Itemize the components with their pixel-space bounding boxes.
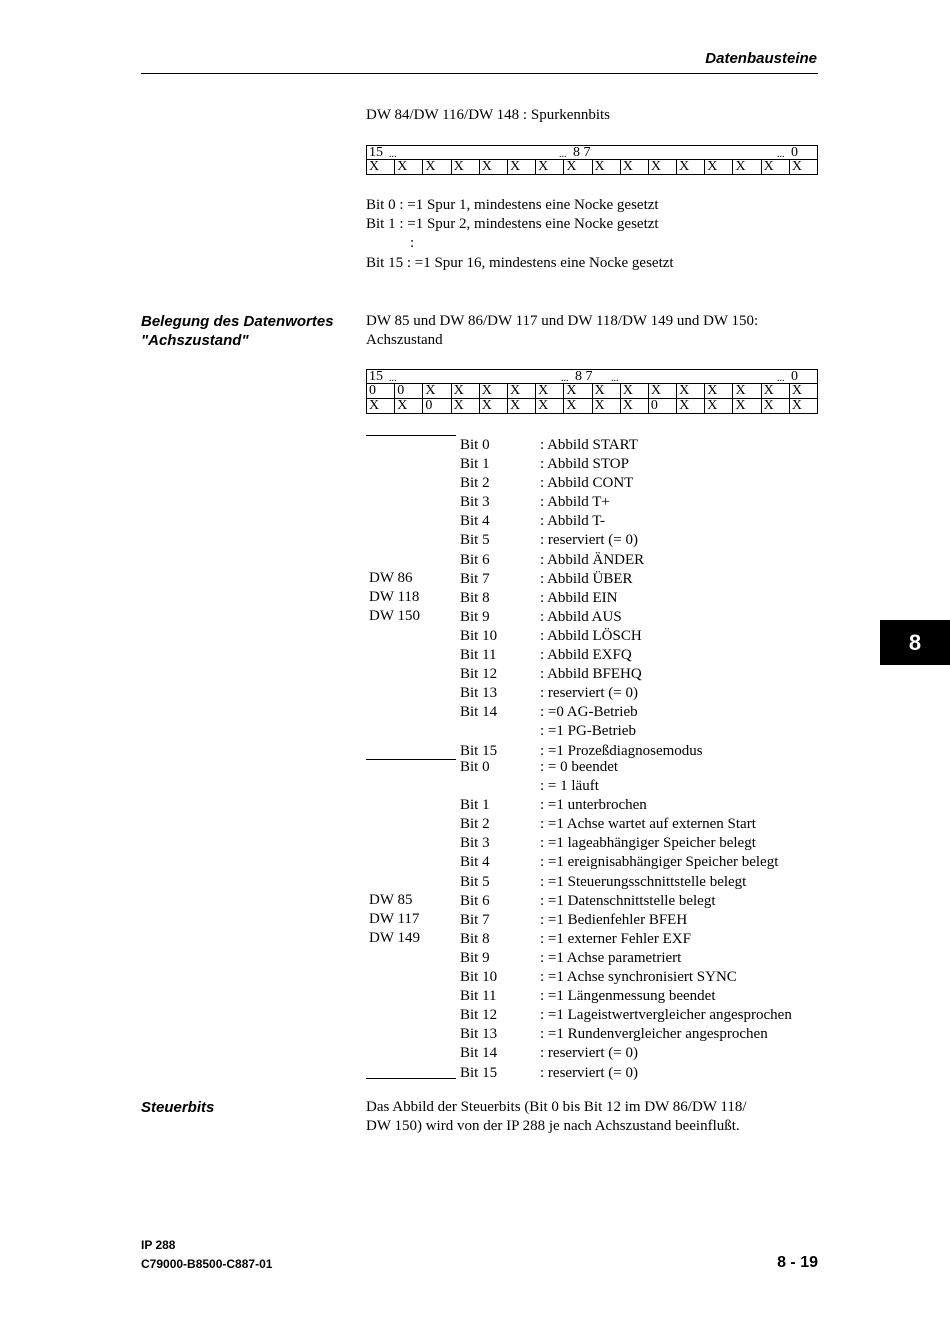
group1-desc: : Abbild ÜBER	[540, 570, 633, 587]
group1-bit: Bit 8	[460, 589, 490, 606]
group2-desc: : =1 Steuerungsschnittstelle belegt	[540, 873, 747, 890]
group1-bit: Bit 15	[460, 742, 498, 759]
group1-desc: : Abbild START	[540, 437, 638, 453]
bit-grid-2-cell: X	[733, 399, 761, 414]
group1-desc: : Abbild ÄNDER	[540, 551, 645, 568]
group1-desc: : Abbild EXFQ	[540, 647, 632, 664]
group1-desc: : =0 AG-Betrieb	[540, 704, 638, 721]
bit-grid-1-cell: X	[705, 160, 733, 175]
group1-desc: : =1 Prozeßdiagnosemodus	[540, 742, 703, 759]
group1-desc: : Abbild CONT	[540, 475, 634, 492]
scale-right: 0	[791, 145, 798, 160]
scale-mid: 8 7	[575, 369, 593, 384]
group1-desc: : =1 PG-Betrieb	[540, 723, 636, 740]
bit-grid-2-cell: 0	[648, 399, 676, 414]
scale-mid: 8 7	[573, 145, 591, 160]
bit-grid-2-cell: X	[620, 399, 648, 414]
group1-bit: Bit 1	[460, 456, 490, 473]
bit-grid-2-cell: X	[789, 399, 817, 414]
group1-desc: : Abbild BFEHQ	[540, 666, 642, 683]
section1-note-0: Bit 0 : =1 Spur 1, mindestens eine Nocke gesetzt	[366, 197, 659, 213]
group2-bit: Bit 5	[460, 873, 490, 890]
bit-grid-1-cell: X	[423, 160, 451, 175]
group2-desc: : =1 externer Fehler EXF	[540, 930, 691, 947]
bit-grid-2-cell: X	[592, 399, 620, 414]
bit-grid-1-scale	[366, 145, 818, 159]
page-number: 8 - 19	[777, 1254, 818, 1271]
bit-grid-2-cell: X	[761, 399, 789, 414]
bit-grid-2-cell: X	[507, 384, 535, 399]
header-rule	[141, 73, 818, 74]
scale-right: 0	[791, 369, 798, 384]
side-heading-line2: "Achszustand"	[141, 332, 249, 349]
group1-bit: Bit 9	[460, 608, 490, 625]
group2-bottom-rule	[366, 1078, 456, 1079]
bit-grid-1-cell: X	[507, 160, 535, 175]
bit-grid-2	[366, 369, 818, 414]
bit-grid-1	[366, 145, 818, 175]
steuerbits-text-line2: DW 150) wird von der IP 288 je nach Achszustand beeinflußt.	[366, 1118, 740, 1134]
group2-bit: Bit 4	[460, 854, 490, 871]
group1-dw-list	[369, 569, 420, 626]
group2-desc: : =1 Achse parametriert	[540, 949, 682, 966]
bit-grid-2-cell: X	[564, 384, 592, 399]
bit-grid-2-cell: X	[536, 399, 564, 414]
bit-grid-1-cell: X	[620, 160, 648, 175]
bit-grid-2-cell: X	[479, 399, 507, 414]
group2-dw-2: DW 149	[369, 930, 420, 946]
scale-left: 15	[369, 145, 383, 160]
group1-desc: : Abbild AUS	[540, 608, 622, 625]
group2-bit: Bit 3	[460, 835, 490, 852]
bit-grid-2-cell: 0	[367, 384, 395, 399]
bit-grid-1-cell: X	[733, 160, 761, 175]
group2-bit: Bit 9	[460, 949, 490, 966]
scale-dots-right: ...	[777, 373, 785, 384]
scale-dots-mid2: ...	[611, 373, 619, 384]
bit-grid-1-cell: X	[592, 160, 620, 175]
section2-heading	[366, 312, 758, 350]
bit-grid-2-table	[366, 383, 818, 414]
group1-dw-0: DW 86	[369, 570, 413, 586]
scale-dots-right: ...	[777, 149, 785, 160]
group1-top-rule	[366, 435, 456, 436]
scale-dots-left: ...	[389, 149, 397, 160]
group2-bit: Bit 2	[460, 816, 490, 833]
bit-grid-2-cell: X	[564, 399, 592, 414]
group1-bit: Bit 6	[460, 551, 490, 568]
bit-grid-1-cell: X	[536, 160, 564, 175]
group2-bit: Bit 0	[460, 759, 490, 775]
bit-grid-1-cell: X	[451, 160, 479, 175]
group2-desc: : =1 lageabhängiger Speicher belegt	[540, 835, 756, 852]
bit-grid-2-cell: X	[507, 399, 535, 414]
group2-desc: : reserviert (= 0)	[540, 1064, 638, 1081]
group2-bit: Bit 7	[460, 911, 490, 928]
group1-bit: Bit 13	[460, 685, 498, 702]
group1-bit: Bit 12	[460, 666, 498, 683]
group2-dw-1: DW 117	[369, 911, 420, 927]
group1-bit: Bit 5	[460, 532, 490, 549]
group1-bit: Bit 14	[460, 704, 498, 721]
bit-grid-1-cell: X	[677, 160, 705, 175]
section2-heading-line1: DW 85 und DW 86/DW 117 und DW 118/DW 149 und DW 150:	[366, 313, 759, 329]
section1-note-3: Bit 15 : =1 Spur 16, mindestens eine Nocke gesetzt	[366, 255, 674, 271]
bit-grid-1-cell: X	[479, 160, 507, 175]
group2-bit: Bit 15	[460, 1064, 498, 1081]
bit-grid-1-cell: X	[789, 160, 817, 175]
bit-grid-1-cell: X	[367, 160, 395, 175]
footer-product: IP 288	[141, 1238, 176, 1252]
group2-bit: Bit 14	[460, 1045, 498, 1062]
bit-grid-2-cell: X	[677, 384, 705, 399]
group2-desc: : =1 unterbrochen	[540, 797, 647, 814]
bit-grid-2-cell: X	[592, 384, 620, 399]
group1-bit: Bit 0	[460, 437, 490, 453]
section1-note-1: Bit 1 : =1 Spur 2, mindestens eine Nocke gesetzt	[366, 216, 659, 232]
group1-desc: : Abbild LÖSCH	[540, 627, 642, 644]
group2-bit: Bit 8	[460, 930, 490, 947]
group2-desc: : =1 Längenmessung beendet	[540, 988, 716, 1005]
bit-grid-2-cell: X	[451, 384, 479, 399]
group1-bit: Bit 11	[460, 647, 497, 664]
bit-grid-2-scale	[366, 369, 818, 383]
scale-dots-mid: ...	[561, 373, 569, 384]
group1-desc: : Abbild STOP	[540, 456, 629, 473]
group2-dw-0: DW 85	[369, 892, 413, 908]
group2-bit: Bit 11	[460, 988, 497, 1005]
group2-desc: : =1 Datenschnittstelle belegt	[540, 892, 716, 909]
scale-left: 15	[369, 369, 383, 384]
steuerbits-text-line1: Das Abbild der Steuerbits (Bit 0 bis Bit 12 im DW 86/DW 118/	[366, 1099, 747, 1115]
group2-desc: : reserviert (= 0)	[540, 1045, 638, 1062]
bit-grid-1-cell: X	[761, 160, 789, 175]
group2-desc: : =1 Achse synchronisiert SYNC	[540, 969, 737, 986]
running-header: Datenbausteine	[705, 50, 817, 67]
side-heading-achszustand	[141, 312, 334, 350]
bit-grid-2-cell: X	[761, 384, 789, 399]
group1-desc: : reserviert (= 0)	[540, 532, 638, 549]
bit-grid-1-cell: X	[648, 160, 676, 175]
group2-desc: : =1 Bedienfehler BFEH	[540, 911, 688, 928]
group2-bit: Bit 6	[460, 892, 490, 909]
group1-desc: : Abbild T-	[540, 513, 606, 530]
side-heading-steuerbits: Steuerbits	[141, 1099, 215, 1116]
side-heading-line1: Belegung des Datenwortes	[141, 313, 334, 330]
section2-heading-line2: Achszustand	[366, 332, 443, 348]
group1-bit: Bit 3	[460, 494, 490, 511]
bit-grid-2-cell: X	[395, 399, 423, 414]
group1-desc: : reserviert (= 0)	[540, 685, 638, 702]
bit-grid-2-cell: X	[648, 384, 676, 399]
bit-grid-2-cell: X	[479, 384, 507, 399]
footer-order-number: C79000-B8500-C887-01	[141, 1257, 273, 1271]
group2-desc: : =1 Rundenvergleicher angesprochen	[540, 1026, 768, 1043]
bit-grid-2-cell: X	[677, 399, 705, 414]
bit-grid-2-cell: X	[733, 384, 761, 399]
group2-desc: : = 0 beendet	[540, 759, 619, 775]
bit-grid-2-cell: X	[789, 384, 817, 399]
group2-bit: Bit 13	[460, 1026, 498, 1043]
group1-bit: Bit 7	[460, 570, 490, 587]
bit-grid-2-cell: X	[705, 399, 733, 414]
bit-grid-2-cell: X	[367, 399, 395, 414]
group1-dw-2: DW 150	[369, 608, 420, 624]
bit-grid-1-table	[366, 159, 818, 175]
group2-dw-list	[369, 891, 420, 948]
group2-bit: Bit 10	[460, 969, 498, 986]
bit-grid-1-cell: X	[395, 160, 423, 175]
bit-grid-2-cell: X	[536, 384, 564, 399]
group1-bottom-rule	[366, 759, 456, 760]
group2-desc: : =1 Lageistwertvergleicher angesprochen	[540, 1007, 792, 1024]
chapter-tab: 8	[880, 620, 950, 665]
bit-grid-2-cell: X	[620, 384, 648, 399]
group1-bit: Bit 10	[460, 627, 498, 644]
group2-bit: Bit 12	[460, 1007, 498, 1024]
group1-dw-1: DW 118	[369, 589, 420, 605]
group2-desc: : = 1 läuft	[540, 778, 599, 795]
scale-dots-mid: ...	[559, 149, 567, 160]
group2-desc: : =1 Achse wartet auf externen Start	[540, 816, 756, 833]
steuerbits-text	[366, 1098, 747, 1136]
group1-bit: Bit 2	[460, 475, 490, 492]
scale-dots-left: ...	[389, 373, 397, 384]
group1-desc: : Abbild EIN	[540, 589, 618, 606]
bit-grid-2-cell: X	[423, 384, 451, 399]
group1-desc: : Abbild T+	[540, 494, 610, 511]
bit-grid-2-cell: 0	[423, 399, 451, 414]
bit-grid-2-cell: X	[705, 384, 733, 399]
group1-bit: Bit 4	[460, 513, 490, 530]
group2-desc: : =1 ereignisabhängiger Speicher belegt	[540, 854, 779, 871]
section1-heading: DW 84/DW 116/DW 148 : Spurkennbits	[366, 107, 611, 123]
section1-note-2: :	[410, 235, 415, 251]
bit-grid-2-cell: X	[451, 399, 479, 414]
bit-grid-2-cell: 0	[395, 384, 423, 399]
bit-grid-1-cell: X	[564, 160, 592, 175]
group2-bit: Bit 1	[460, 797, 490, 814]
